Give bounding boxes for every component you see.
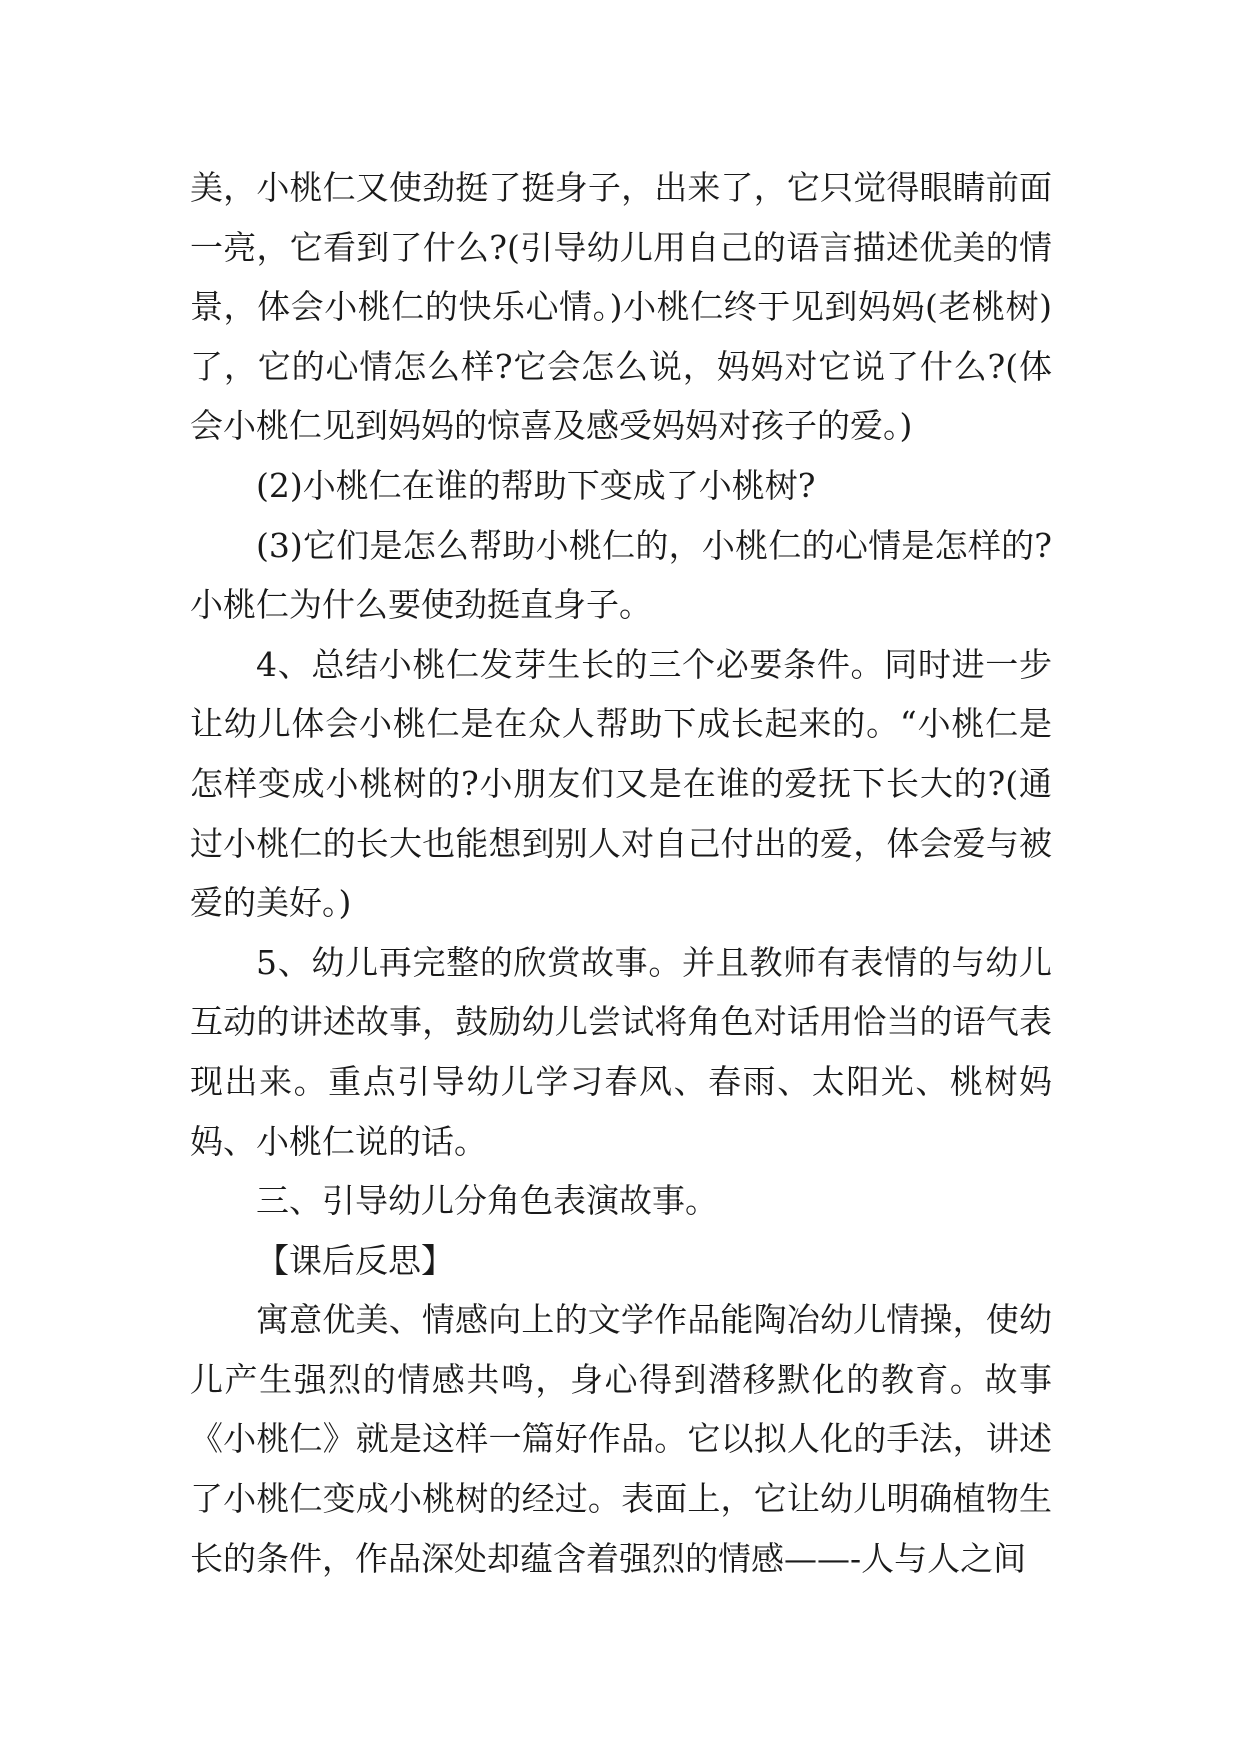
paragraph-continuation: 美，小桃仁又使劲挺了挺身子，出来了，它只觉得眼睛前面一亮，它看到了什么?(引导幼儿用自己的语言描述优美的情景，体会小桃仁的快乐心情。)小桃仁终于见到妈妈(老桃树)了，它的心情怎么样?它会怎么说，妈妈对它说了什么?(体会小桃仁见到妈妈的惊喜及感受妈妈对孩子的爱。) bbox=[190, 168, 1052, 446]
paragraph-question-3: (3)它们是怎么帮助小桃仁的，小桃仁的心情是怎样的?小桃仁为什么要使劲挺直身子。 bbox=[190, 525, 1052, 625]
paragraph-reflection: 寓意优美、情感向上的文学作品能陶冶幼儿情操，使幼儿产生强烈的情感共鸣，身心得到潜移默化的教育。故事《小桃仁》就是这样一篇好作品。它以拟人化的手法，讲述了小桃仁变成小桃树的经过。表面上，它让幼儿明确植物生长的条件，作品深处却蕴含着强烈的情感——-人与人之间 bbox=[190, 1300, 1052, 1578]
paragraph-step-4: 4、总结小桃仁发芽生长的三个必要条件。同时进一步让幼儿体会小桃仁是在众人帮助下成长起来的。“小桃仁是怎样变成小桃树的?小朋友们又是在谁的爱抚下长大的?(通过小桃仁的长大也能想到别人对自己付出的爱，体会爱与被爱的美好。) bbox=[190, 644, 1052, 923]
section-heading-reflection: 【课后反思】 bbox=[256, 1240, 454, 1280]
paragraph-section-3: 三、引导幼儿分角色表演故事。 bbox=[256, 1181, 718, 1221]
paragraph-question-2: (2)小桃仁在谁的帮助下变成了小桃树? bbox=[256, 465, 816, 505]
paragraph-step-5: 5、幼儿再完整的欣赏故事。并且教师有表情的与幼儿互动的讲述故事，鼓励幼儿尝试将角色对话用恰当的语气表现出来。重点引导幼儿学习春风、春雨、太阳光、桃树妈妈、小桃仁说的话。 bbox=[190, 942, 1052, 1161]
document-body bbox=[190, 158, 1052, 1588]
